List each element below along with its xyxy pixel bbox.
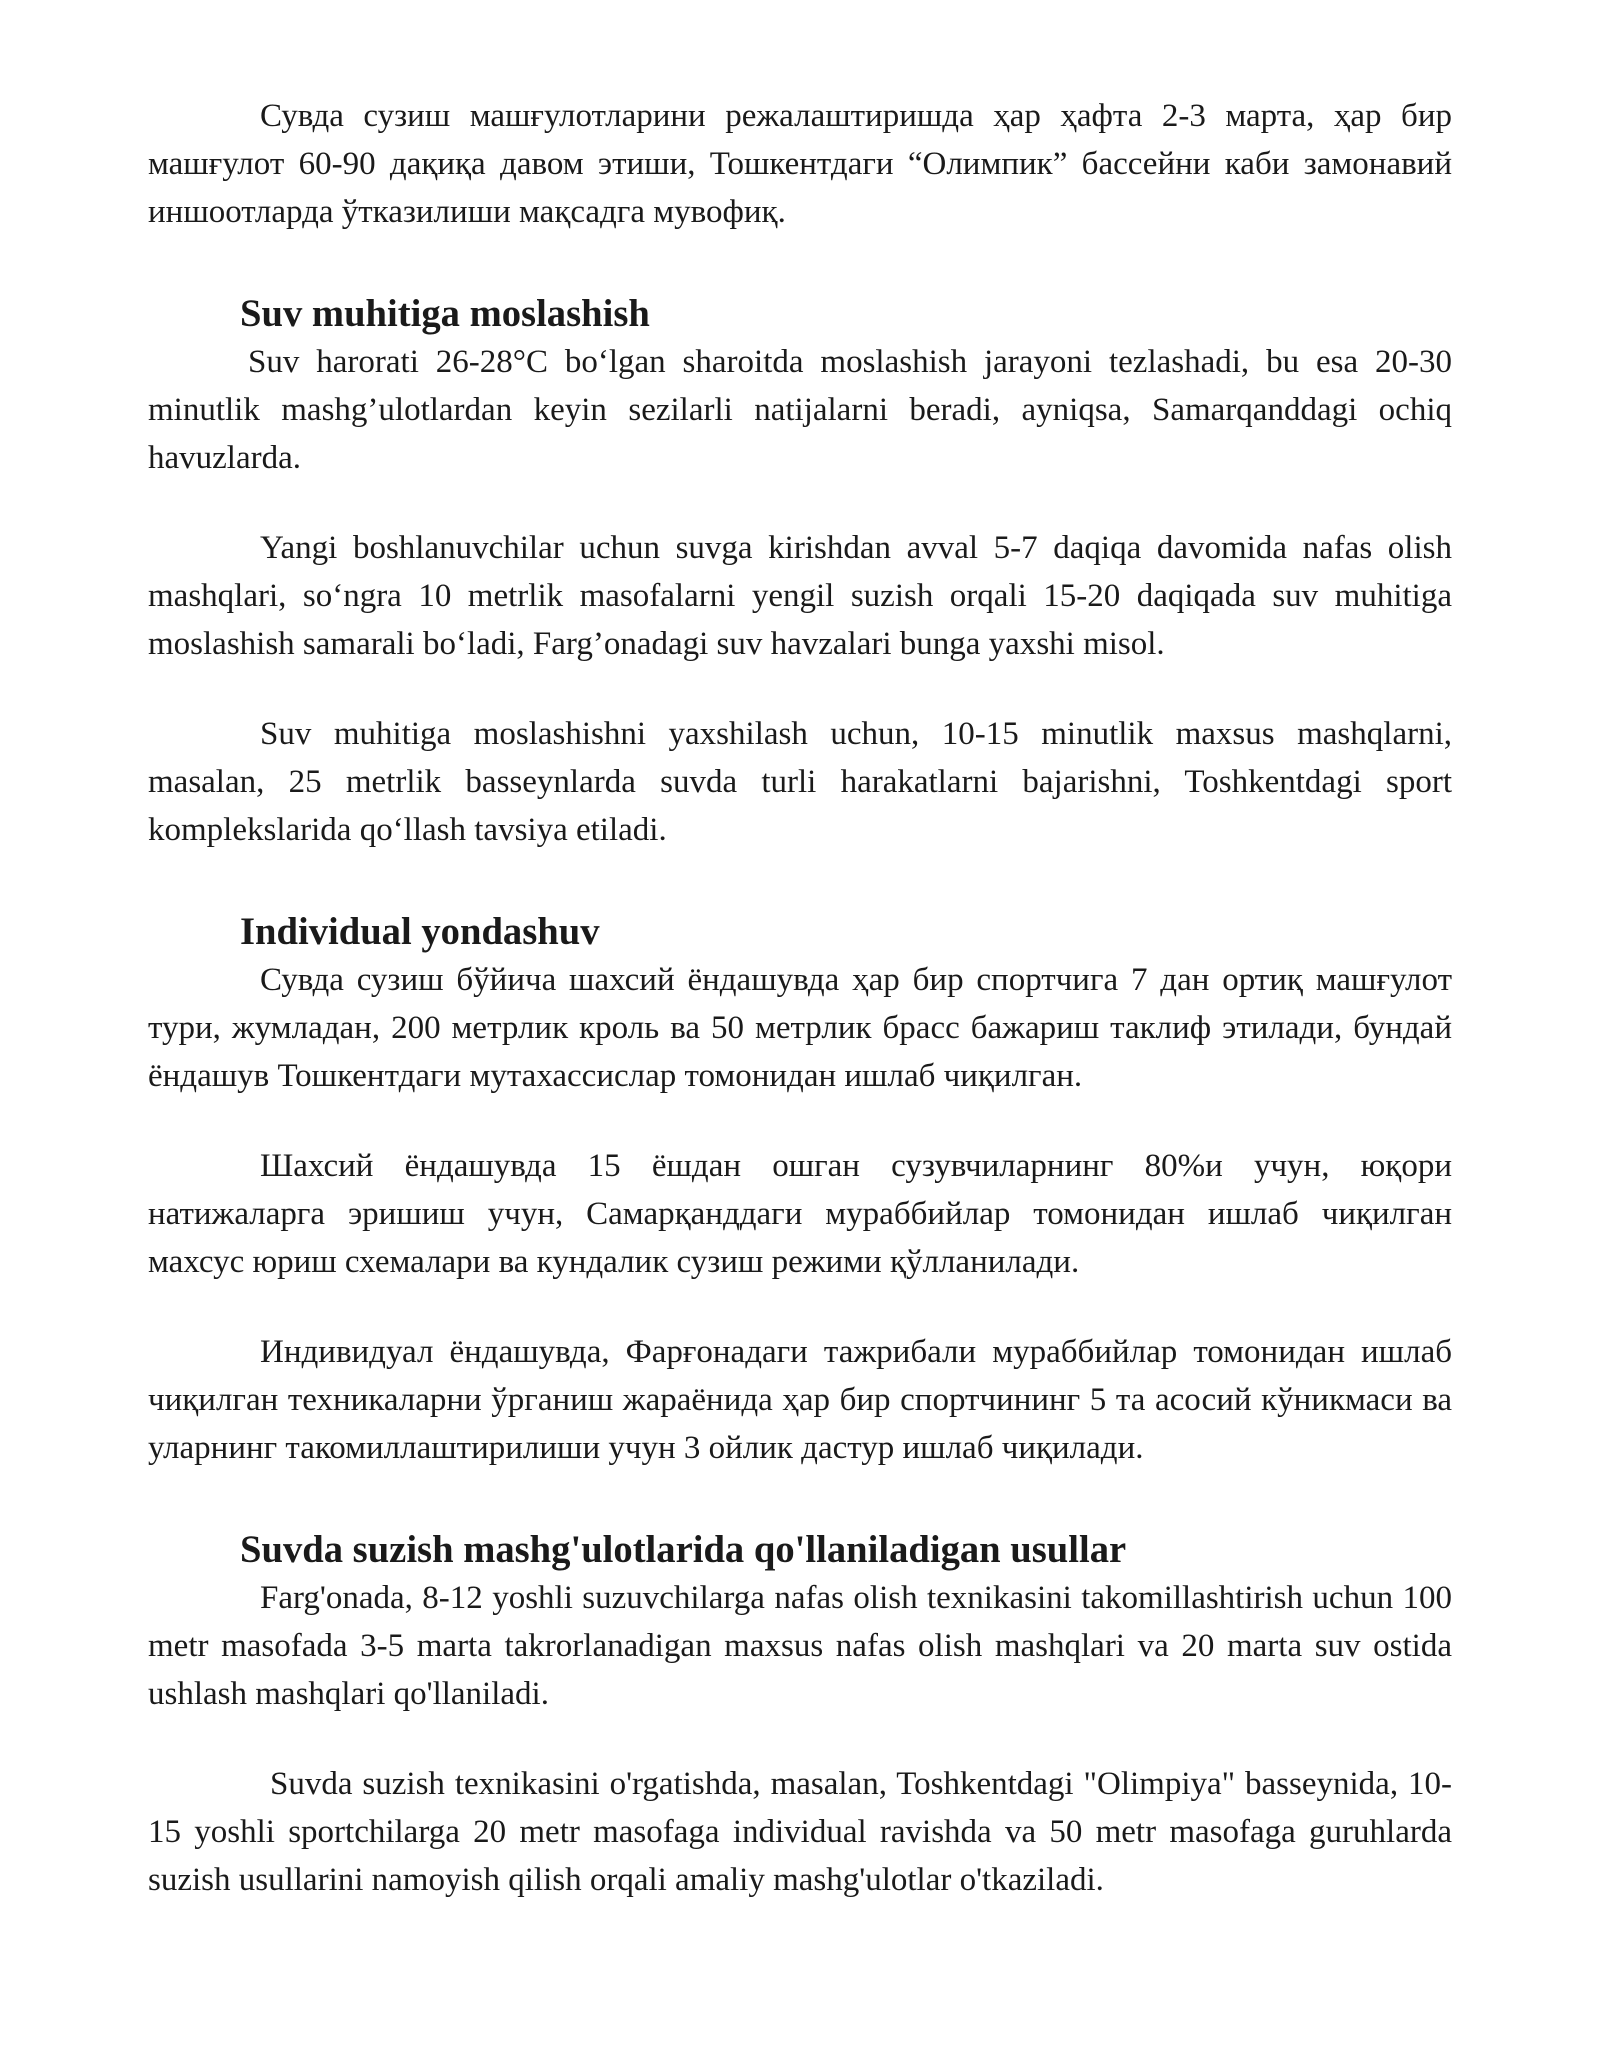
paragraph: Suv muhitiga moslashishni yaxshilash uchun, 10-15 minutlik maxsus mashqlarni, masalan, 25 metrlik basseynlarda suvda turli harakatlarni bajarishni, Toshkentdagi sport komplekslarida qoʻllash tavsiya etiladi.	[148, 716, 1452, 848]
paragraph: Сувда сузиш бўйича шахсий ёндашувда ҳар бир спортчига 7 дан ортиқ машғулот тури, жумладан, 200 метрлик кроль ва 50 метрлик брасс бажариш таклиф этилади, бундай ёндашув Тошкентдаги мутахассислар томонидан ишлаб чиқилган.	[148, 962, 1452, 1094]
section-heading-suv-muhitiga-moslashish: Suv muhitiga moslashish	[240, 293, 650, 335]
section-heading-suvda-suzish-usullar: Suvda suzish mashg'ulotlarida qo'llaniladigan usullar	[240, 1529, 1127, 1571]
section-heading-individual-yondashuv: Individual yondashuv	[240, 911, 600, 953]
document-page	[148, 92, 1452, 1904]
paragraph: Шахсий ёндашувда 15 ёшдан ошган сузувчиларнинг 80%и учун, юқори натижаларга эришиш учун, Самарқанддаги мураббийлар томонидан ишлаб чиқилган махсус юриш схемалари ва кундалик сузиш режими қўлланилади.	[148, 1148, 1452, 1280]
paragraph: Индивидуал ёндашувда, Фарғонадаги тажрибали мураббийлар томонидан ишлаб чиқилган техникаларни ўрганиш жараёнида ҳар бир спортчининг 5 та асосий кўникмаси ва уларнинг такомиллаштирилиши учун 3 ойлик дастур ишлаб чиқилади.	[148, 1334, 1452, 1466]
paragraph: Farg'onada, 8-12 yoshli suzuvchilarga nafas olish texnikasini takomillashtirish uchun 100 metr masofada 3-5 marta takrorlanadigan maxsus nafas olish mashqlari va 20 marta suv ostida ushlash mashqlari qo'llaniladi.	[148, 1580, 1452, 1712]
paragraph: Suvda suzish texnikasini o'rgatishda, masalan, Toshkentdagi "Olimpiya" basseynida, 10-15 yoshli sportchilarga 20 metr masofaga individual ravishda va 50 metr masofaga guruhlarda suzish usullarini namoyish qilish orqali amaliy mashg'ulotlar o'tkaziladi.	[148, 1766, 1452, 1898]
intro-paragraph: Сувда сузиш машғулотларини режалаштиришда ҳар ҳафта 2-3 марта, ҳар бир машғулот 60-90 дақиқа давом этиши, Тошкентдаги “Олимпик” бассейни каби замонавий иншоотларда ўтказилиши мақсадга мувофиқ.	[148, 98, 1452, 230]
paragraph: Suv harorati 26-28°C boʻlgan sharoitda moslashish jarayoni tezlashadi, bu esa 20-30 minutlik mashg’ulotlardan keyin sezilarli natijalarni beradi, ayniqsa, Samarqanddagi ochiq havuzlarda.	[148, 344, 1452, 476]
paragraph: Yangi boshlanuvchilar uchun suvga kirishdan avval 5-7 daqiqa davomida nafas olish mashqlari, soʻngra 10 metrlik masofalarni yengil suzish orqali 15-20 daqiqada suv muhitiga moslashish samarali boʻladi, Farg’onadagi suv havzalari bunga yaxshi misol.	[148, 530, 1452, 662]
